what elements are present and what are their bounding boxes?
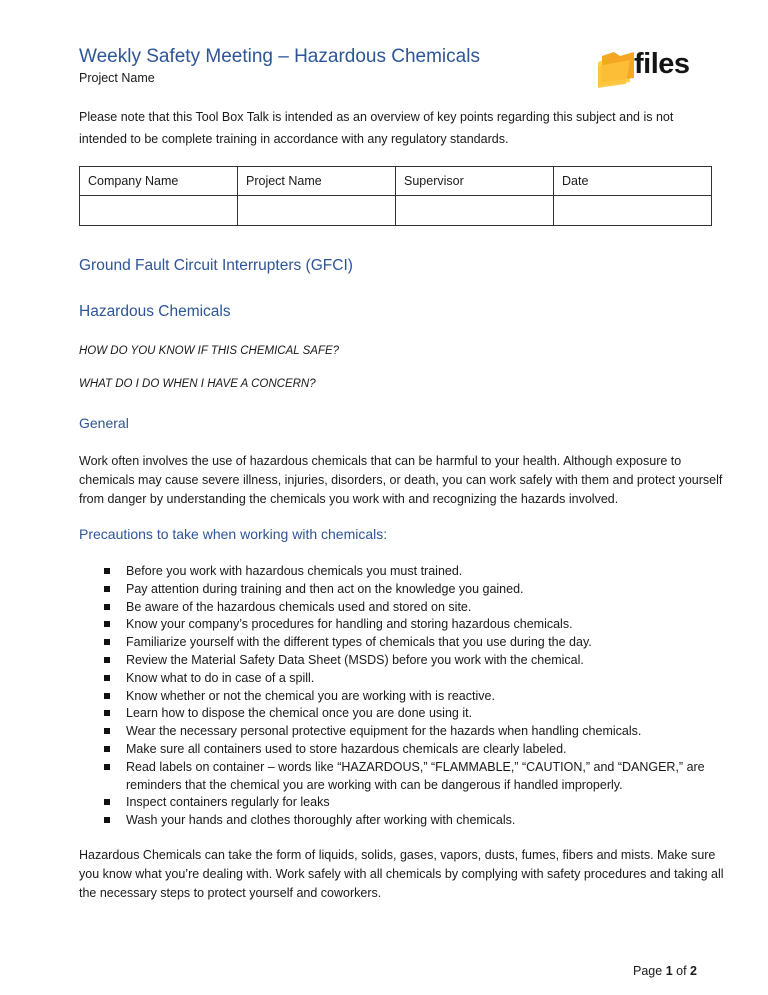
bullet-icon: [104, 568, 110, 574]
list-item: Wash your hands and clothes thoroughly after working with chemicals.: [79, 812, 729, 830]
list-item: Before you work with hazardous chemicals you must trained.: [79, 563, 729, 581]
page-title: Weekly Safety Meeting – Hazardous Chemicals: [79, 46, 480, 67]
bullet-icon: [104, 799, 110, 805]
files-logo: [596, 44, 721, 90]
list-item: Know whether or not the chemical you are working with is reactive.: [79, 688, 729, 706]
disclaimer-note: Please note that this Tool Box Talk is intended as an overview of key points regarding this subject and is not intended to be complete training in accordance with any regulatory standards.: [79, 110, 674, 146]
general-heading: General: [79, 415, 129, 431]
bullet-icon: [104, 746, 110, 752]
table-header-row: [80, 167, 712, 196]
list-item: Wear the necessary personal protective equipment for the hazards when handling chemicals.: [79, 723, 729, 741]
bullet-icon: [104, 693, 110, 699]
bullet-icon: [104, 675, 110, 681]
bullet-icon: [104, 639, 110, 645]
list-item: Inspect containers regularly for leaks: [79, 794, 729, 812]
bullet-icon: [104, 586, 110, 592]
page-number: Page 1 of 2: [633, 964, 697, 978]
list-item: Make sure all containers used to store hazardous chemicals are clearly labeled.: [79, 741, 729, 759]
bullet-icon: [104, 728, 110, 734]
supervisor-cell[interactable]: [396, 196, 554, 226]
bullet-icon: [104, 621, 110, 627]
list-item: Be aware of the hazardous chemicals used and stored on site.: [79, 599, 729, 617]
question-concern: WHAT DO I DO WHEN I HAVE A CONCERN?: [79, 378, 316, 390]
column-date: Date: [554, 167, 712, 196]
date-cell[interactable]: [554, 196, 712, 226]
company-name-cell[interactable]: [80, 196, 238, 226]
table-row: [80, 196, 712, 226]
bullet-icon: [104, 710, 110, 716]
list-item: Review the Material Safety Data Sheet (MSDS) before you work with the chemical.: [79, 652, 729, 670]
meeting-info-table: [79, 166, 712, 226]
list-item: Know your company’s procedures for handling and storing hazardous chemicals.: [79, 616, 729, 634]
list-item: Familiarize yourself with the different types of chemicals that you use during the day.: [79, 634, 729, 652]
gfci-heading: Ground Fault Circuit Interrupters (GFCI): [79, 257, 353, 274]
question-chemical-safe: HOW DO YOU KNOW IF THIS CHEMICAL SAFE?: [79, 345, 340, 357]
column-company-name: Company Name: [80, 167, 238, 196]
column-project-name: Project Name: [238, 167, 396, 196]
column-supervisor: Supervisor: [396, 167, 554, 196]
project-name-label: Project Name: [79, 71, 155, 85]
list-item: Know what to do in case of a spill.: [79, 670, 729, 688]
hazardous-chemicals-heading: Hazardous Chemicals: [79, 303, 231, 320]
list-item: Learn how to dispose the chemical once you are done using it.: [79, 705, 729, 723]
general-paragraph: Work often involves the use of hazardous chemicals that can be harmful to your health. Although exposure to chemicals may cause severe illness, injuries, disorders, or death, you can work safely with them and protect yourself from danger by understanding the chemicals you work with and recognizing the hazards involved.: [79, 454, 723, 506]
bullet-icon: [104, 817, 110, 823]
precautions-heading: Precautions to take when working with chemicals:: [79, 526, 388, 542]
list-item: Read labels on container – words like “HAZARDOUS,” “FLAMMABLE,” “CAUTION,” and “DANGER,” are reminders that the chemical you are working with can be dangerous if handled improperly.: [79, 759, 729, 795]
bullet-icon: [104, 764, 110, 770]
logo-wordmark: files: [634, 48, 690, 80]
precautions-list: [79, 563, 729, 830]
bullet-icon: [104, 657, 110, 663]
list-item: Pay attention during training and then act on the knowledge you gained.: [79, 581, 729, 599]
folder-logo-icon: [596, 48, 636, 90]
closing-paragraph: Hazardous Chemicals can take the form of liquids, solids, gases, vapors, dusts, fumes, fibers and mists. Make sure you know what you’re dealing with. Work safely with all chemicals by complying with safety procedures and taking all the necessary steps to protect yourself and coworkers.: [79, 848, 724, 900]
bullet-icon: [104, 604, 110, 610]
project-name-cell[interactable]: [238, 196, 396, 226]
